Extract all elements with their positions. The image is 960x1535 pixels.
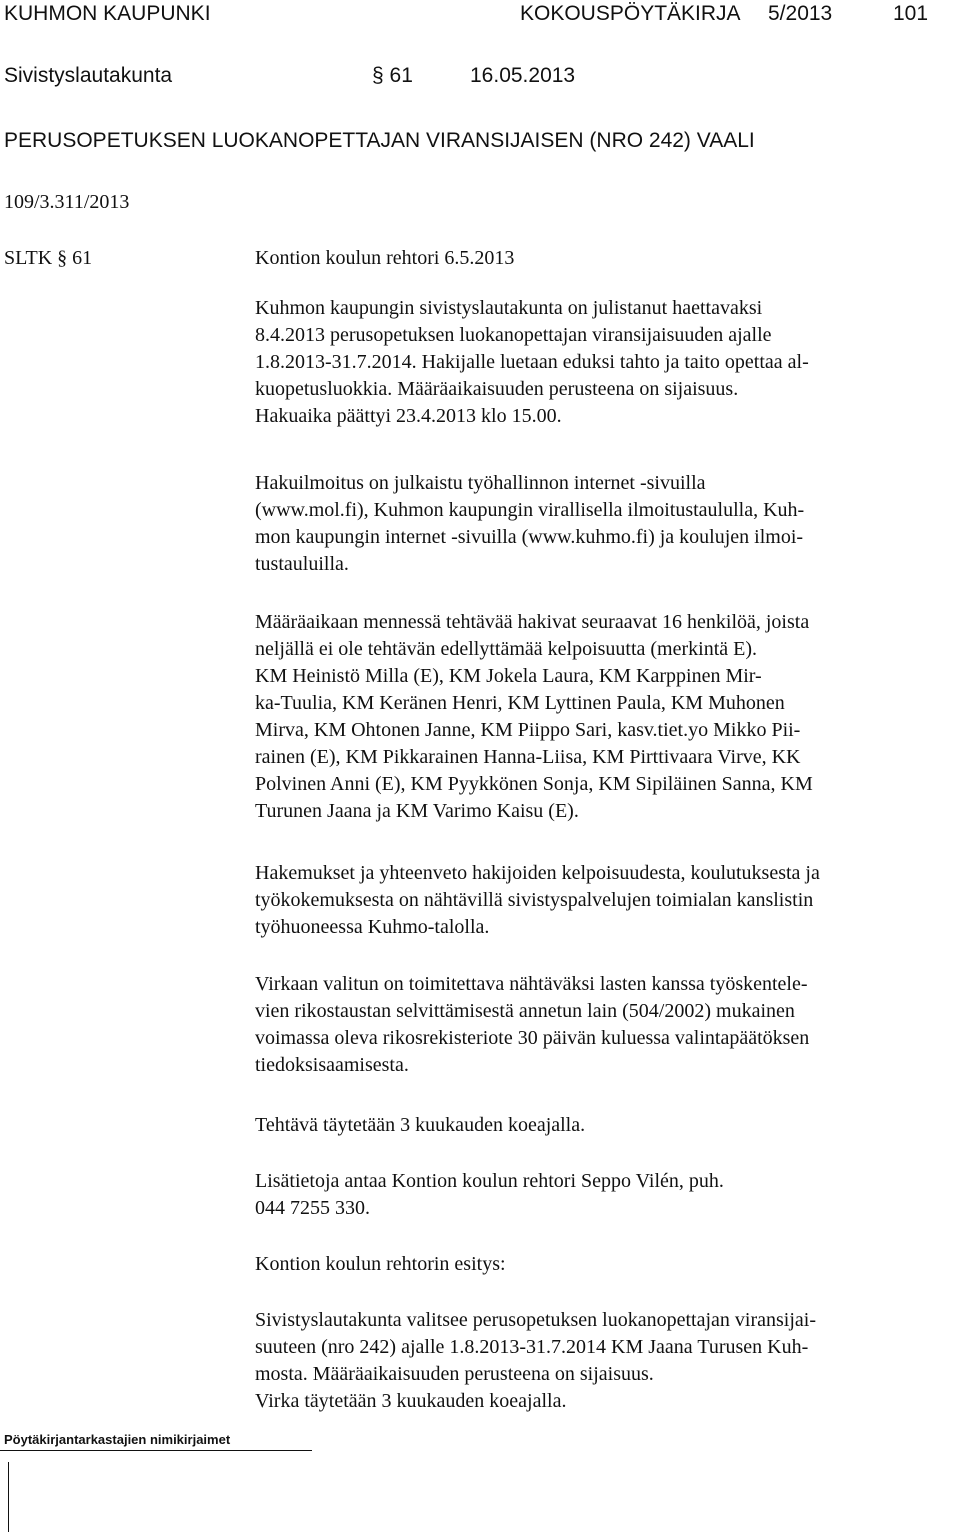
text-line: Polvinen Anni (E), KM Pyykkönen Sonja, KM Sipiläinen Sanna, KM [255, 773, 813, 795]
prep-label: SLTK § 61 [4, 247, 93, 269]
page-title: PERUSOPETUKSEN LUOKANOPETTAJAN VIRANSIJAISEN (NRO 242) VAALI [4, 129, 755, 152]
text-line: ka-Tuulia, KM Keränen Henri, KM Lyttinen Paula, KM Muhonen [255, 692, 785, 714]
paragraph-criminal-record [255, 971, 945, 1079]
text-line: Mirva, KM Ohtonen Janne, KM Piippo Sari, kasv.tiet.yo Mikko Pii- [255, 719, 801, 741]
text-line: tiedoksisaamisesta. [255, 1054, 409, 1076]
signature-box-edge [8, 1462, 9, 1532]
text-line: Virka täytetään 3 kuukauden koeajalla. [255, 1390, 567, 1412]
text-line: Tehtävä täytetään 3 kuukauden koeajalla. [255, 1114, 586, 1136]
text-line: Määräaikaan mennessä tehtävää hakivat seuraavat 16 henkilöä, joista [255, 611, 810, 633]
paragraph-proposal [255, 1307, 945, 1415]
text-line: työhuoneessa Kuhmo-talolla. [255, 916, 490, 938]
text-line: Kuhmon kaupungin sivistyslautakunta on julistanut haettavaksi [255, 297, 763, 319]
text-line: Virkaan valitun on toimitettava nähtäväksi lasten kanssa työskentele- [255, 973, 808, 995]
text-line: voimassa oleva rikosrekisteriote 30 päivän kuluessa valintapäätöksen [255, 1027, 810, 1049]
text-line: (www.mol.fi), Kuhmon kaupungin virallisella ilmoitustaululla, Kuh- [255, 499, 805, 521]
text-line: 044 7255 330. [255, 1197, 370, 1219]
reference-number: 109/3.311/2013 [4, 191, 130, 213]
text-line: työkokemuksesta on nähtävillä sivistyspalvelujen toimialan kanslistin [255, 889, 814, 911]
text-line: 8.4.2013 perusopetuksen luokanopettajan viransijaisuuden ajalle [255, 324, 772, 346]
text-line: kuopetusluokkia. Määräaikaisuuden perusteena on sijaisuus. [255, 378, 739, 400]
text-line: rainen (E), KM Pikkarainen Hanna-Liisa, KM Pirttivaara Virve, KK [255, 746, 801, 768]
paragraph-announcement [255, 470, 945, 578]
text-line: neljällä ei ole tehtävän edellyttämää kelpoisuutta (merkintä E). [255, 638, 758, 660]
text-line: Hakemukset ja yhteenveto hakijoiden kelpoisuudesta, koulutuksesta ja [255, 862, 820, 884]
issue-number: 5/2013 [768, 2, 833, 25]
paragraph-proposal-heading [255, 1251, 945, 1278]
text-line: vien rikostaustan selvittämisestä annetun lain (504/2002) mukainen [255, 1000, 795, 1022]
text-line: mosta. Määräaikaisuuden perusteena on sijaisuus. [255, 1363, 654, 1385]
text-line: tustauluilla. [255, 553, 349, 575]
text-line: Turunen Jaana ja KM Varimo Kaisu (E). [255, 800, 579, 822]
text-line: Kontion koulun rehtorin esitys: [255, 1253, 506, 1275]
document-type: KOKOUSPÖYTÄKIRJA [520, 2, 741, 25]
signature-divider [0, 1450, 312, 1451]
text-line: mon kaupungin internet -sivuilla (www.kuhmo.fi) ja koulujen ilmoi- [255, 526, 804, 548]
text-line: Hakuilmoitus on julkaistu työhallinnon internet -sivuilla [255, 472, 706, 494]
signature-label: Pöytäkirjantarkastajien nimikirjaimet [4, 1432, 231, 1447]
text-line: Hakuaika päättyi 23.4.2013 klo 15.00. [255, 405, 562, 427]
meeting-date: 16.05.2013 [470, 64, 576, 87]
board-name: Sivistyslautakunta [4, 64, 173, 87]
text-line: 1.8.2013-31.7.2014. Hakijalle luetaan eduksi tahto ja taito opettaa al- [255, 351, 809, 373]
text-line: suuteen (nro 242) ajalle 1.8.2013-31.7.2014 KM Jaana Turusen Kuh- [255, 1336, 809, 1358]
text-line: Sivistyslautakunta valitsee perusopetuksen luokanopettajan viransijai- [255, 1309, 816, 1331]
paragraph-probation [255, 1112, 945, 1139]
paragraph-applicants [255, 609, 945, 825]
paragraph-contact [255, 1168, 945, 1222]
org-name: KUHMON KAUPUNKI [4, 2, 211, 25]
text-line: Lisätietoja antaa Kontion koulun rehtori Seppo Vilén, puh. [255, 1170, 724, 1192]
prep-text: Kontion koulun rehtori 6.5.2013 [255, 247, 515, 269]
text-line: KM Heinistö Milla (E), KM Jokela Laura, KM Karppinen Mir- [255, 665, 762, 687]
page-number: 101 [893, 2, 929, 25]
paragraph-applications [255, 860, 945, 941]
section-number: § 61 [372, 64, 413, 87]
paragraph-vacancy [255, 295, 945, 430]
